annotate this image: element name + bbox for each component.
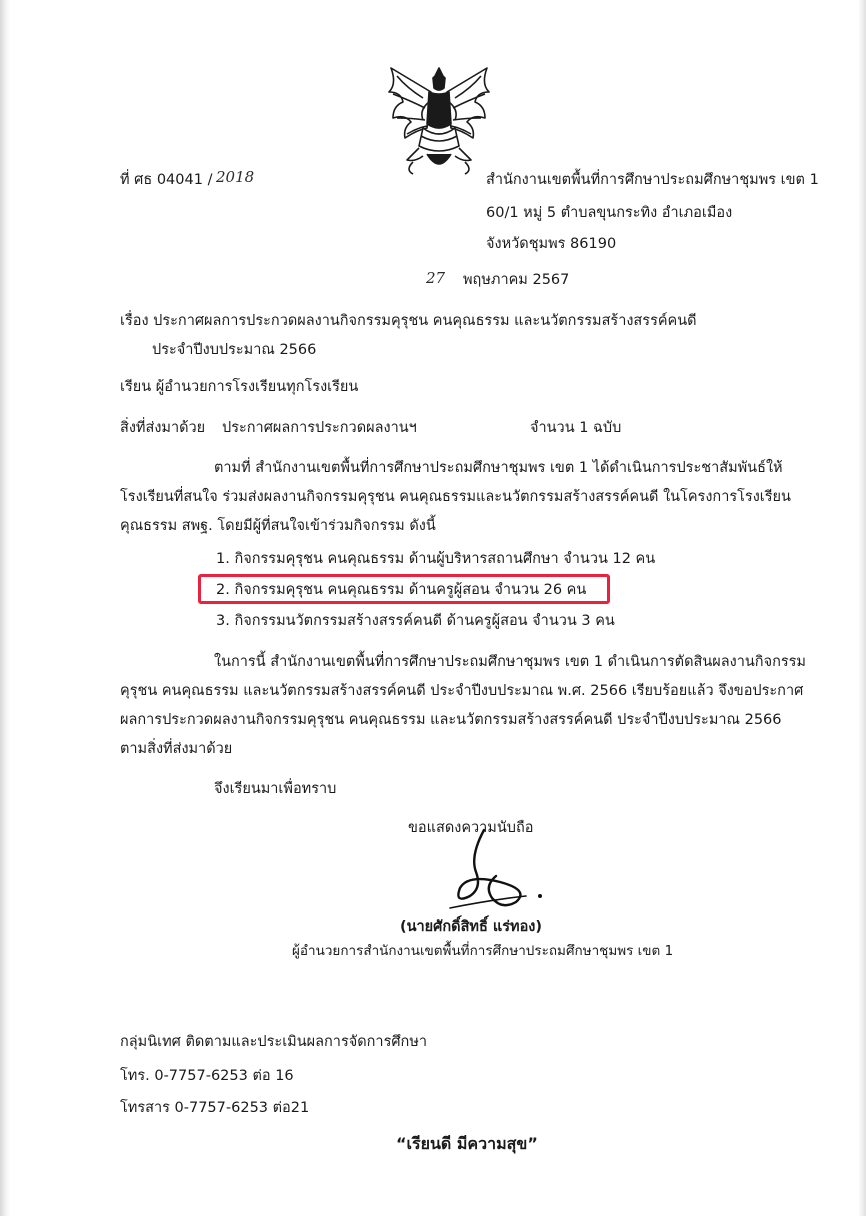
recipient-line: เรียน ผู้อำนวยการโรงเรียนทุกโรงเรียน (120, 379, 359, 395)
sender-province: จังหวัดชุมพร 86190 (486, 236, 617, 252)
footer-phone: โทร. 0-7757-6253 ต่อ 16 (120, 1068, 294, 1084)
slogan: “เรียนดี มีความสุข” (396, 1134, 538, 1153)
enclosure-label: สิ่งที่ส่งมาด้วย (120, 420, 206, 436)
date-month-year: พฤษภาคม 2567 (463, 272, 570, 288)
paragraph-2-line-4: ตามสิ่งที่ส่งมาด้วย (120, 741, 233, 757)
paragraph-2-line-3: ผลการประกวดผลงานกิจกรรมคุรุชน คนคุณธรรม และนวัตกรรมสร้างสรรค์คนดี ประจำปีงบประมาณ 2566 (120, 712, 782, 728)
paragraph-1-line-1: ตามที่ สำนักงานเขตพื้นที่การศึกษาประถมศึกษาชุมพร เขต 1 ได้ดำเนินการประชาสัมพันธ์ให้ (214, 460, 783, 476)
paragraph-1-line-3: คุณธรรม สพฐ. โดยมีผู้ที่สนใจเข้าร่วมกิจกรรม ดังนี้ (120, 518, 436, 534)
salutation: ขอแสดงความนับถือ (408, 820, 534, 836)
closing-request: จึงเรียนมาเพื่อทราบ (214, 781, 337, 797)
enclosure-item: ประกาศผลการประกวดผลงานฯ (222, 420, 417, 436)
subject-line-1: เรื่อง ประกาศผลการประกวดผลงานกิจกรรมคุรุชน คนคุณธรรม และนวัตกรรมสร้างสรรค์คนดี (120, 313, 697, 329)
enclosure-quantity: จำนวน 1 ฉบับ (530, 420, 622, 436)
footer-fax: โทรสาร 0-7757-6253 ต่อ21 (120, 1100, 310, 1116)
list-item-3: 3. กิจกรรมนวัตกรรมสร้างสรรค์คนดี ด้านครูผู้สอน จำนวน 3 คน (216, 613, 615, 629)
signer-name: (นายศักดิ์สิทธิ์ แร่ทอง) (400, 919, 542, 935)
sender-address: 60/1 หมู่ 5 ตำบลขุนกระทิง อำเภอเมือง (486, 205, 733, 221)
list-item-1: 1. กิจกรรมคุรุชน คนคุณธรรม ด้านผู้บริหารสถานศึกษา จำนวน 12 คน (216, 551, 656, 567)
footer-department: กลุ่มนิเทศ ติดตามและประเมินผลการจัดการศึกษา (120, 1034, 428, 1050)
document-ref-number-handwritten: 2018 (216, 168, 255, 186)
page-shadow-left (0, 0, 10, 1216)
paragraph-2-line-1: ในการนี้ สำนักงานเขตพื้นที่การศึกษาประถมศึกษาชุมพร เขต 1 ดำเนินการตัดสินผลงานกิจกรรม (214, 654, 806, 670)
highlight-box (198, 574, 610, 604)
paragraph-2-line-2: คุรุชน คนคุณธรรม และนวัตกรรมสร้างสรรค์คนดี ประจำปีงบประมาณ พ.ศ. 2566 เรียบร้อยแล้ว จึงขอประกาศ (120, 683, 804, 699)
list-item-2: 2. กิจกรรมคุรุชน คนคุณธรรม ด้านครูผู้สอน จำนวน 26 คน (216, 582, 587, 598)
date-day-handwritten: 27 (426, 269, 446, 287)
subject-line-2: ประจำปีงบประมาณ 2566 (152, 342, 317, 358)
paragraph-1-line-2: โรงเรียนที่สนใจ ร่วมส่งผลงานกิจกรรมคุรุชน คนคุณธรรมและนวัตกรรมสร้างสรรค์คนดี ในโครงการโรงเรียน (120, 489, 791, 505)
signature-image (430, 826, 560, 916)
sender-office: สำนักงานเขตพื้นที่การศึกษาประถมศึกษาชุมพร เขต 1 (486, 172, 819, 188)
signer-title: ผู้อำนวยการสำนักงานเขตพื้นที่การศึกษาประถมศึกษาชุมพร เขต 1 (292, 943, 674, 959)
document-ref-prefix: ที่ ศธ 04041 / (120, 172, 213, 188)
page-shadow-right (858, 0, 866, 1216)
garuda-emblem-icon (383, 62, 495, 180)
